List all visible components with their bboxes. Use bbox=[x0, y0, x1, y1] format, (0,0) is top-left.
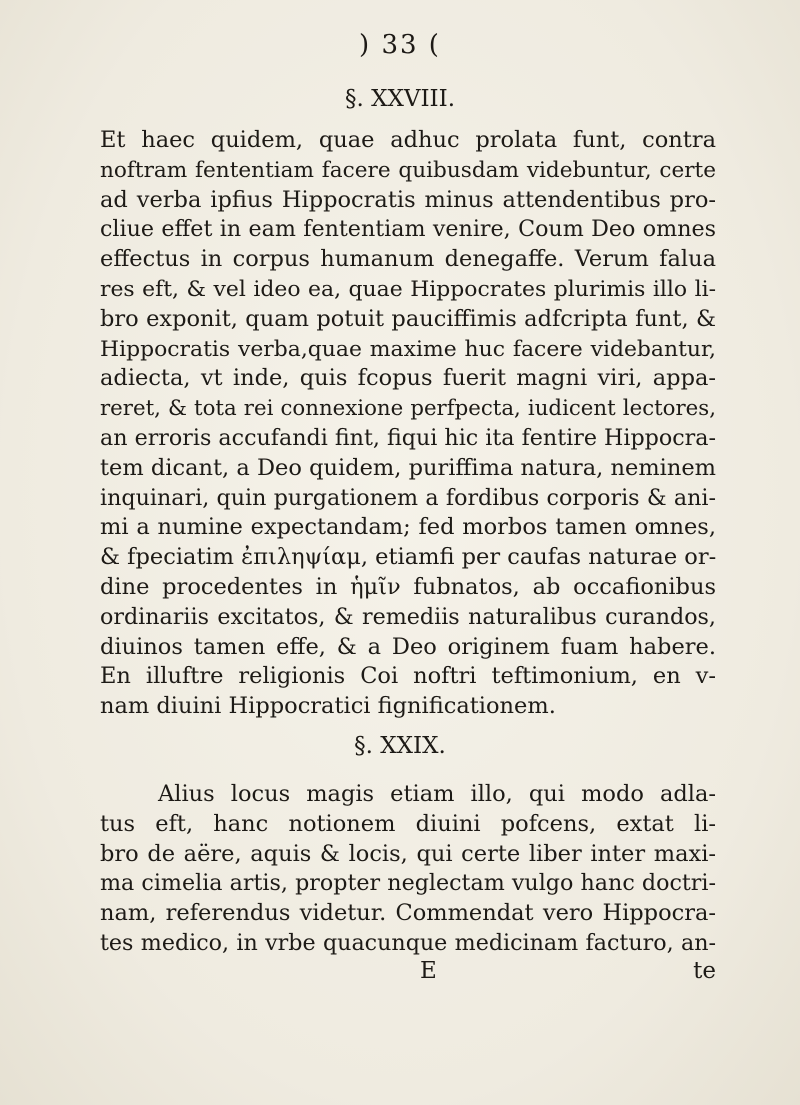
section-xxviii-text bbox=[100, 126, 716, 722]
text-line: Et haec quidem, quae adhuc prolata funt, contra bbox=[100, 127, 716, 153]
section-title-xxviii: §. XXVIII. bbox=[344, 86, 456, 112]
text-line: Alius locus magis etiam illo, qui modo adla- bbox=[158, 781, 716, 807]
text-line: tus eft, hanc notionem diuini pofcens, extat li- bbox=[100, 810, 716, 837]
text-line: diuinos tamen effe, & a Deo originem fuam habere. bbox=[100, 633, 716, 660]
text-line: tem dicant, a Deo quidem, puriffima natura, neminem bbox=[100, 454, 716, 481]
text-line: noftram fententiam facere quibusdam videbuntur, certe bbox=[100, 157, 716, 183]
text-line: nam, referendus videtur. Commendat vero Hippocra- bbox=[100, 900, 716, 927]
text-line: & fpeciatim ἐπιληψίαμ, etiamfi per caufas naturae or- bbox=[100, 544, 716, 571]
text-line: inquinari, quin purgationem a fordibus corporis & ani- bbox=[100, 484, 716, 511]
signature-mark: E bbox=[420, 958, 437, 984]
text-line: dine procedentes in ἡμῖν fubnatos, ab occafionibus bbox=[100, 573, 716, 600]
section-xxix-text bbox=[100, 780, 716, 959]
text-line: effectus in corpus humanum denegaffe. Verum falua bbox=[100, 246, 716, 273]
text-line: mi a numine expectandam; fed morbos tamen omnes, bbox=[100, 514, 716, 541]
section-title-xxix: §. XXIX. bbox=[354, 733, 446, 759]
text-line: cliue effet in eam fententiam venire, Coum Deo omnes bbox=[100, 216, 716, 243]
text-line: bro de aëre, aquis & locis, qui certe liber inter maxi- bbox=[100, 840, 716, 867]
text-line: nam diuini Hippocratici fignificationem. bbox=[100, 693, 556, 720]
page-footer bbox=[100, 958, 716, 988]
text-line: reret, & tota rei connexione perfpecta, iudicent lectores, bbox=[100, 396, 716, 422]
catchword: te bbox=[693, 958, 716, 984]
text-line: Hippocratis verba,quae maxime huc facere videbantur, bbox=[100, 336, 716, 362]
text-line: res eft, & vel ideo ea, quae Hippocrates plurimis illo li- bbox=[100, 276, 716, 302]
text-line: adiecta, vt inde, quis fcopus fuerit magni viri, appa- bbox=[100, 365, 716, 392]
page-header: ) 33 ( bbox=[359, 30, 441, 60]
text-line: bro exponit, quam potuit pauciffimis adfcripta funt, & bbox=[100, 305, 716, 332]
text-line: ma cimelia artis, propter neglectam vulgo hanc doctri- bbox=[100, 870, 716, 897]
text-line: ad verba ipfius Hippocratis minus attendentibus pro- bbox=[100, 186, 716, 213]
text-line: an erroris accufandi fint, fiqui hic ita fentire Hippocra- bbox=[100, 424, 716, 451]
text-line: En illuftre religionis Coi noftri teftimonium, en v- bbox=[100, 663, 716, 690]
text-line: tes medico, in vrbe quacunque medicinam facturo, an- bbox=[100, 929, 716, 956]
text-line: ordinariis excitatos, & remediis naturalibus curandos, bbox=[100, 603, 716, 630]
